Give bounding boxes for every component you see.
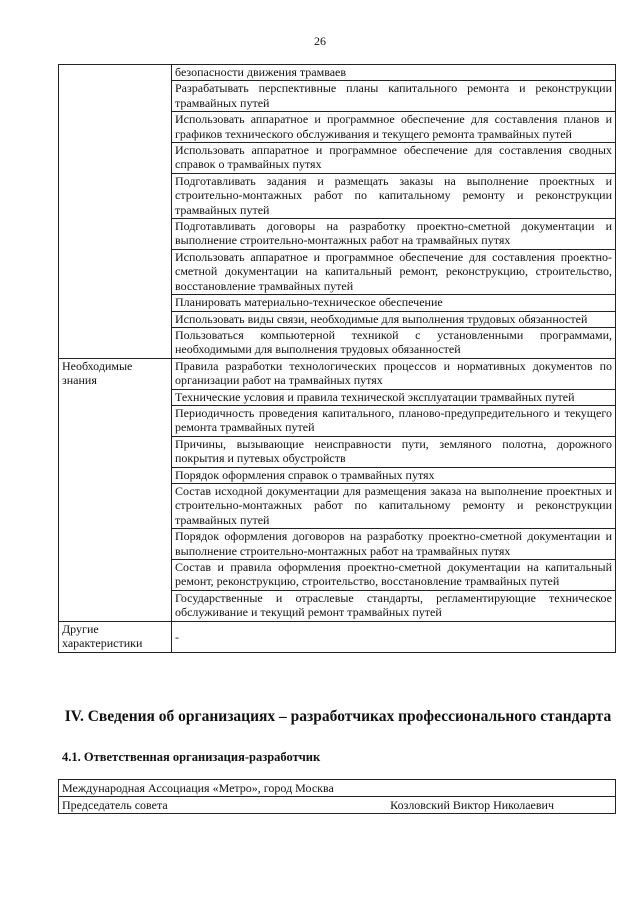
table-cell: Использовать аппаратное и программное обеспечение для составления планов и графиков технического обслуживания и текущего ремонта трамвайных путей	[172, 112, 616, 143]
table-cell: Причины, вызывающие неисправности пути, земляного полотна, дорожного покрытия и путевых обустройств	[172, 436, 616, 467]
table-cell: Использовать аппаратное и программное обеспечение для составления сводных справок о трамвайных путях	[172, 143, 616, 174]
organization-head	[59, 797, 616, 814]
table-row	[59, 797, 616, 814]
subsection-title: 4.1. Ответственная организация-разработчик	[62, 750, 321, 764]
skills-knowledge-table	[58, 64, 616, 653]
dash-value: -	[175, 629, 179, 644]
table-cell: Планировать материально-техническое обеспечение	[172, 295, 616, 311]
table-cell: безопасности движения трамваев	[172, 65, 616, 81]
table-cell: Периодичность проведения капитального, планово-предупредительного и текущего ремонта трамвайных путей	[172, 405, 616, 436]
table-cell: Подготавливать договоры на разработку проектно-сметной документации и выполнение строительно-монтажных работ на трамвайных путях	[172, 219, 616, 250]
table-cell: Состав исходной документации для размещения заказа на выполнение проектных и строительно-монтажных работ по капитальному ремонту и реконструкции трамвайных путей	[172, 483, 616, 528]
table-cell: Пользоваться компьютерной техникой с установленными программами, необходимыми для выполнения трудовых обязанностей	[172, 327, 616, 358]
table-cell: Порядок оформления справок о трамвайных путях	[172, 467, 616, 483]
other-label: Другие характеристики	[59, 621, 172, 652]
table-cell: Подготавливать задания и размещать заказы на выполнение проектных и строительно-монтажных работ по капитальному ремонту и реконструкции трамвайных путей	[172, 173, 616, 218]
table-row	[59, 358, 616, 389]
head-person: Козловский Виктор Николаевич	[390, 798, 554, 812]
table-row	[59, 780, 616, 797]
organization-name: Международная Ассоциация «Метро», город Москва	[59, 780, 616, 797]
knowledge-label: Необходимые знания	[59, 358, 172, 621]
table-cell: Использовать виды связи, необходимые для выполнения трудовых обязанностей	[172, 311, 616, 327]
table-cell: Правила разработки технологических процессов и нормативных документов по организации работ на трамвайных путях	[172, 358, 616, 389]
table-cell: Разрабатывать перспективные планы капитального ремонта и реконструкции трамвайных путей	[172, 81, 616, 112]
table-cell: Состав и правила оформления проектно-сметной документации на капитальный ремонт, реконструкцию, строительство, восстановление трамвайных путей	[172, 560, 616, 591]
other-value	[172, 621, 616, 652]
head-position: Председатель совета	[62, 798, 168, 812]
table-cell: Использовать аппаратное и программное обеспечение для составления проектно-сметной документации на капитальный ремонт, реконструкцию, строительство, восстановление трамвайных путей	[172, 249, 616, 294]
table-cell: Порядок оформления договоров на разработку проектно-сметной документации и выполнение строительно-монтажных работ на трамвайных путях	[172, 529, 616, 560]
table-cell: Государственные и отраслевые стандарты, регламентирующие техническое обслуживание и текущий ремонт трамвайных путей	[172, 590, 616, 621]
organization-table	[58, 779, 616, 814]
table-row	[59, 65, 616, 81]
page-number: 26	[314, 34, 326, 48]
empty-label-cell	[59, 65, 172, 359]
table-cell: Технические условия и правила технической эксплуатации трамвайных путей	[172, 389, 616, 405]
section-title: IV. Сведения об организациях – разработчиках профессионального стандарта	[64, 708, 612, 725]
table-row	[59, 621, 616, 652]
